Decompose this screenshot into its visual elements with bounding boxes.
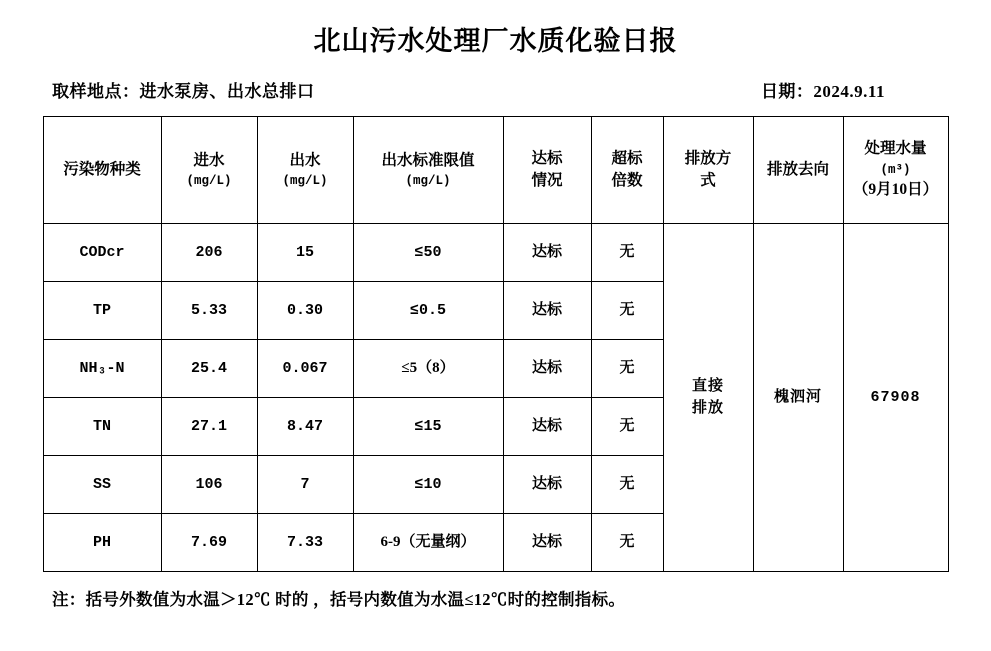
table-row [43,224,948,282]
header-row [43,117,948,224]
meta-row [52,77,943,102]
report-page [0,19,991,651]
header-pollutant-label: 污染物种类 [63,160,141,178]
report-date: 日期：2024.9.11 [760,82,885,101]
cell-compliance: 达标 [503,224,591,282]
footnote: 注：括号外数值为水温＞12℃ 时的 ，括号内数值为水温≤12℃时的控制指标。 [52,590,626,609]
cell-compliance: 达标 [503,282,591,340]
header-influent-label: 进水 [193,151,225,169]
sample-location: 取样地点：进水泵房、出水总排口 [52,82,315,101]
header-influent [161,117,257,224]
cell-standard: ≤5（8） [353,340,503,398]
header-compliance [503,117,591,224]
cell-exceed: 无 [591,398,663,456]
cell-influent: 106 [161,456,257,514]
cell-effluent: 8.47 [257,398,353,456]
cell-pollutant: SS [43,456,161,514]
cell-compliance: 达标 [503,514,591,572]
header-water-volume [843,117,948,224]
cell-pollutant: PH [43,514,161,572]
cell-exceed: 无 [591,514,663,572]
discharge-mode-line-1: 直接 [691,377,724,394]
header-effluent-unit: (mg/L) [282,174,328,189]
table-header [43,117,948,224]
cell-pollutant: TN [43,398,161,456]
cell-discharge-mode [663,224,753,572]
cell-discharge-destination: 槐泗河 [753,224,843,572]
cell-standard: ≤10 [353,456,503,514]
header-exceed-label-2: 倍数 [611,172,643,189]
cell-standard: 6-9（无量纲） [353,514,503,572]
header-exceed [591,117,663,224]
cell-influent: 27.1 [161,398,257,456]
cell-effluent: 7 [257,456,353,514]
header-discharge-mode-label-2: 式 [700,172,716,189]
header-effluent-label: 出水 [289,151,321,169]
cell-influent: 25.4 [161,340,257,398]
cell-exceed: 无 [591,282,663,340]
header-discharge-mode-label-1: 排放方 [684,149,732,167]
header-influent-unit: (mg/L) [186,174,232,189]
header-compliance-label-1: 达标 [531,149,563,167]
cell-standard: ≤50 [353,224,503,282]
cell-pollutant: TP [43,282,161,340]
cell-effluent: 0.067 [257,340,353,398]
header-effluent [257,117,353,224]
cell-effluent: 7.33 [257,514,353,572]
header-water-volume-label: 处理水量 [864,140,927,158]
cell-water-volume: 67908 [843,224,948,572]
cell-effluent: 0.30 [257,282,353,340]
cell-effluent: 15 [257,224,353,282]
cell-exceed: 无 [591,224,663,282]
cell-compliance: 达标 [503,340,591,398]
header-standard [353,117,503,224]
header-exceed-label-1: 超标 [611,149,643,167]
header-compliance-label-2: 情况 [531,172,563,189]
cell-exceed: 无 [591,456,663,514]
discharge-mode-line-2: 排放 [691,399,724,416]
cell-pollutant: NH₃-N [43,340,161,398]
header-water-volume-unit: (m³) [880,162,911,177]
cell-influent: 5.33 [161,282,257,340]
header-discharge-mode [663,117,753,224]
header-standard-unit: (mg/L) [405,174,451,189]
table-body [43,224,948,572]
header-water-volume-date: （9月10日） [852,181,939,199]
water-quality-table [43,116,949,572]
header-pollutant [43,117,161,224]
cell-compliance: 达标 [503,456,591,514]
cell-exceed: 无 [591,340,663,398]
cell-influent: 206 [161,224,257,282]
header-discharge-destination-label: 排放去向 [766,160,829,178]
cell-compliance: 达标 [503,398,591,456]
cell-influent: 7.69 [161,514,257,572]
page-title: 北山污水处理厂水质化验日报 [313,26,678,56]
header-discharge-destination [753,117,843,224]
cell-standard: ≤0.5 [353,282,503,340]
header-standard-label: 出水标准限值 [381,151,475,169]
cell-standard: ≤15 [353,398,503,456]
cell-pollutant: CODcr [43,224,161,282]
